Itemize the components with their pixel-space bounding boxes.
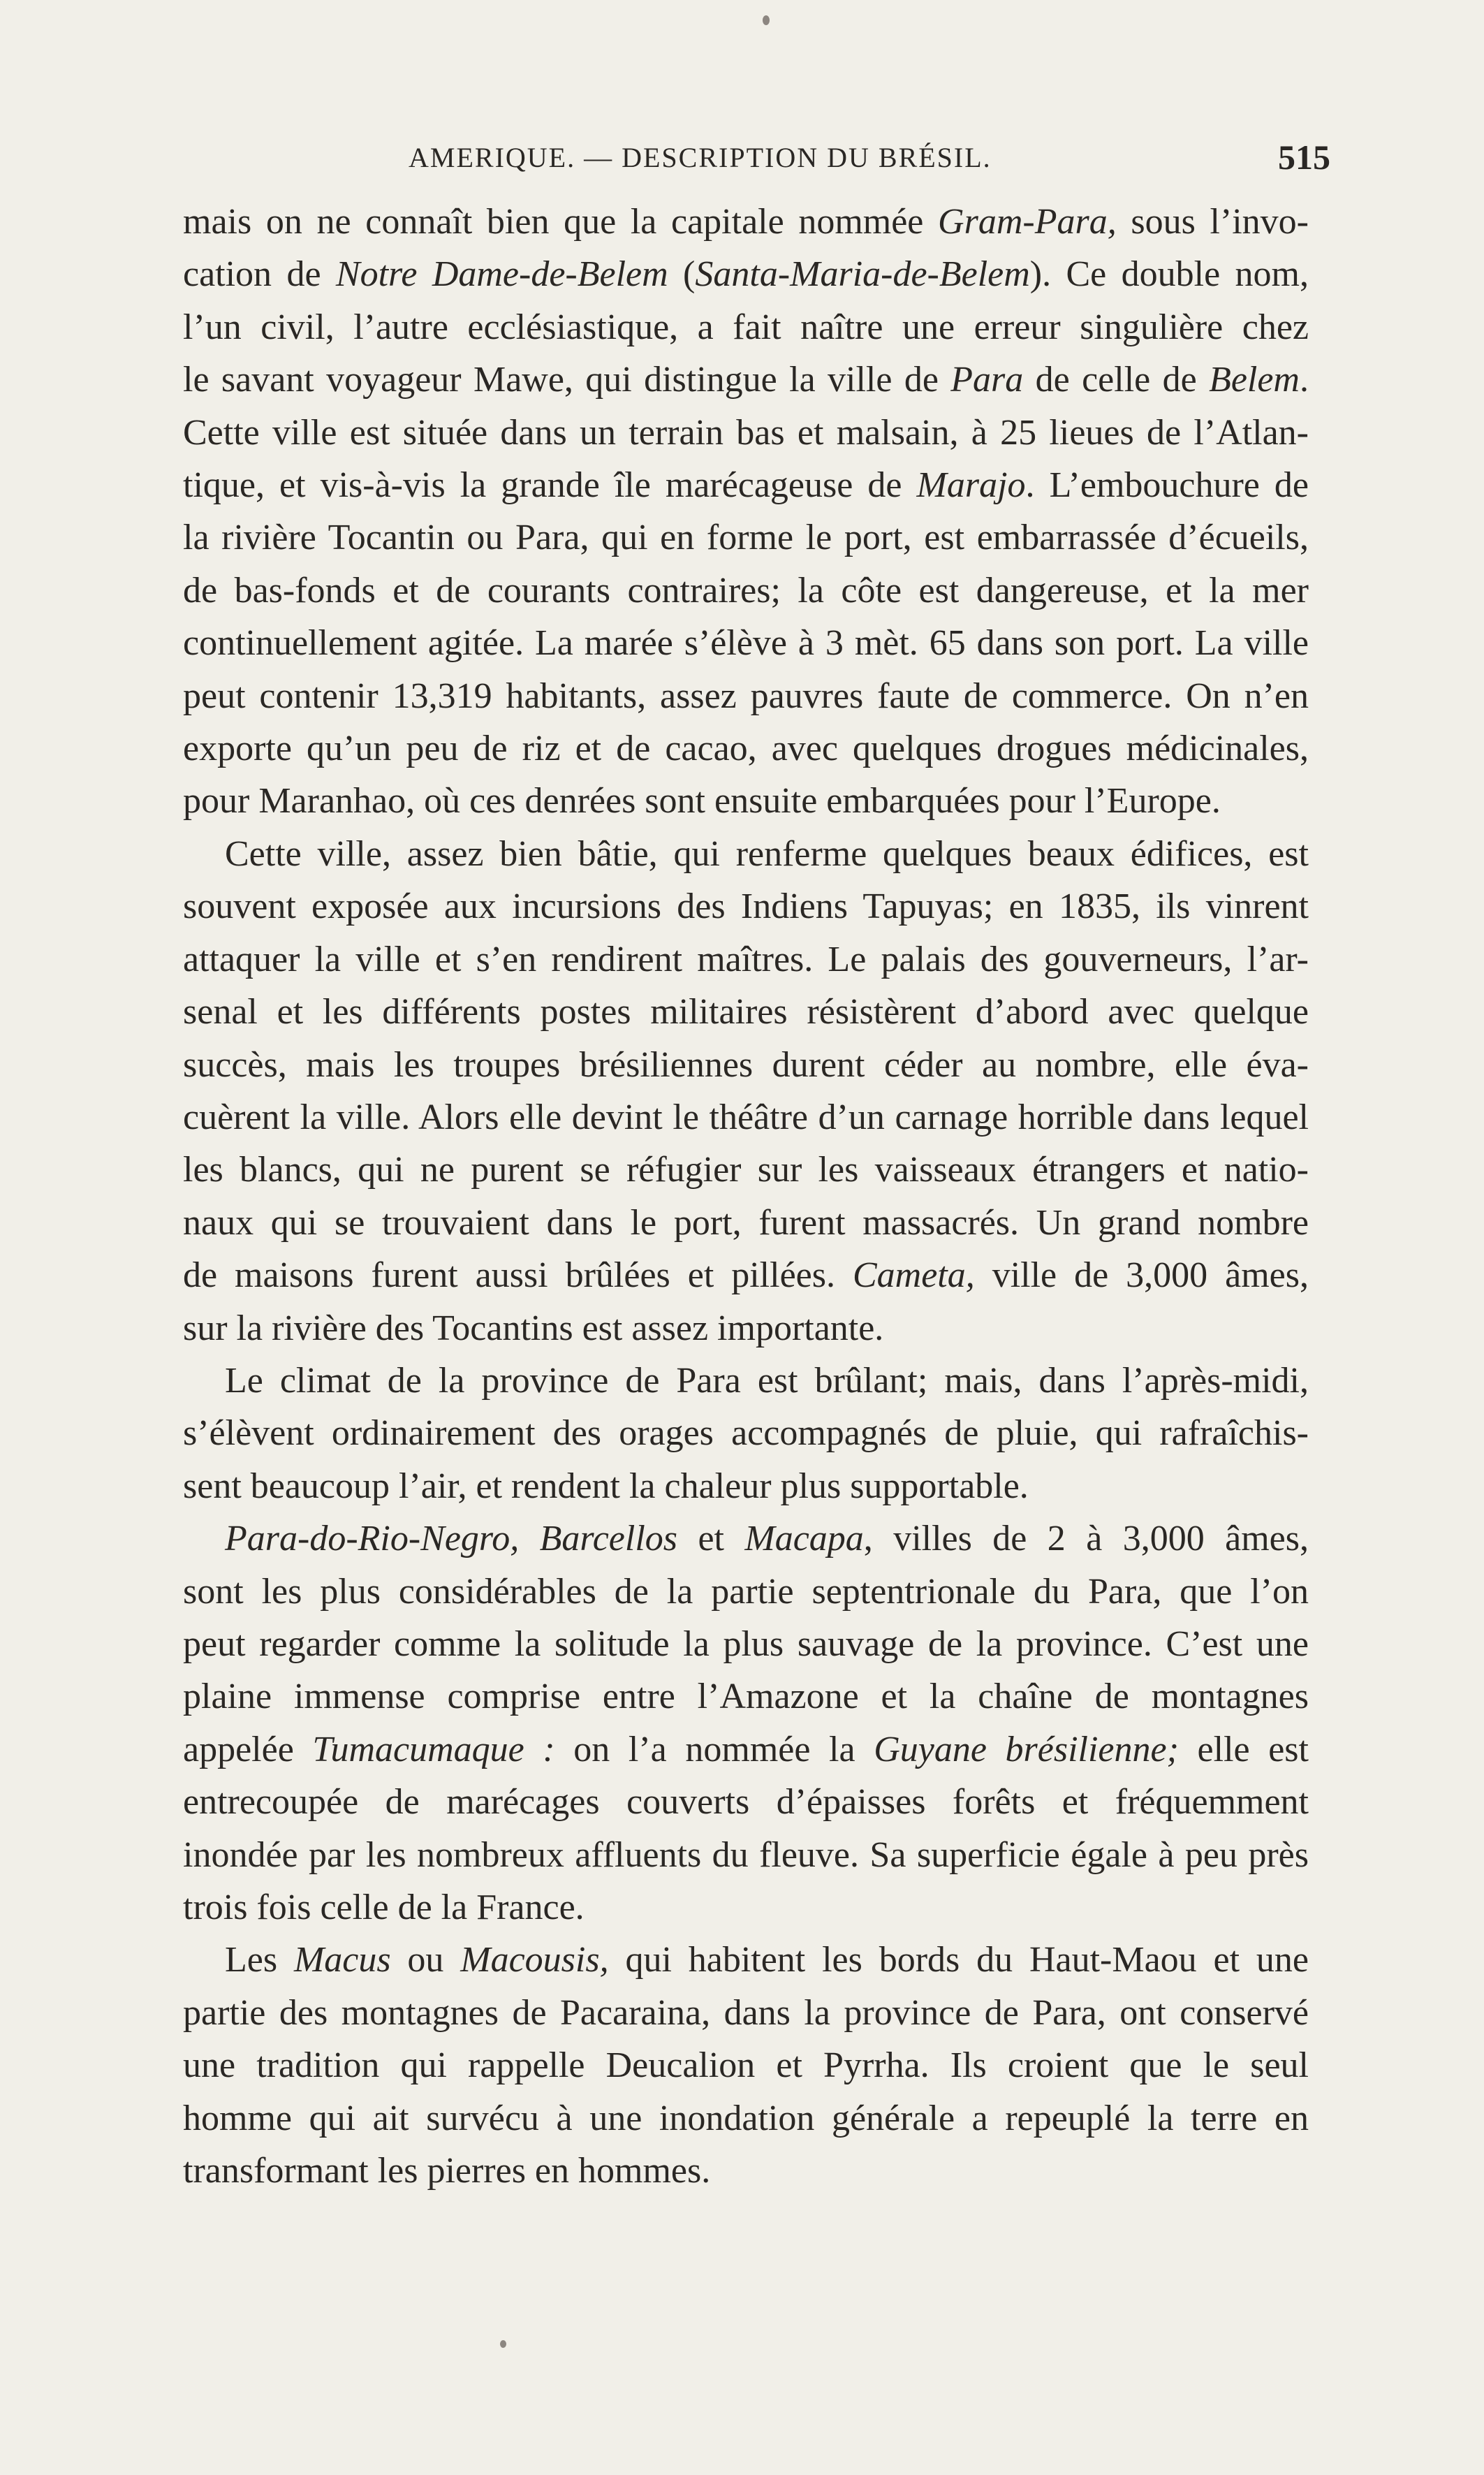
text-line <box>183 1407 1309 1459</box>
text-line <box>183 617 1309 669</box>
paper-speck <box>763 15 770 25</box>
text-run: l’un civil, l’autre ecclésiastique, a fait naître une erreur singulière chez <box>183 307 1309 347</box>
text-run: les blancs, qui ne purent se réfugier sur les vaisseaux étrangers et natio- <box>183 1150 1309 1190</box>
text-run: succès, mais les troupes brésiliennes durent céder au nombre, elle éva- <box>183 1044 1309 1085</box>
text-line <box>183 196 1309 248</box>
text-run: Les <box>225 1940 294 1980</box>
text-run: trois fois celle de la France. <box>183 1888 585 1927</box>
text-line <box>183 459 1309 511</box>
text-line <box>183 828 1309 880</box>
text-line <box>183 1618 1309 1670</box>
text-line <box>183 880 1309 933</box>
italic-term: Notre Dame-de-Belem <box>335 254 668 295</box>
text-line <box>183 248 1309 300</box>
text-line <box>183 1512 1309 1565</box>
text-run: Cette ville est située dans un terrain bas et malsain, à 25 lieues de l’Atlan- <box>183 412 1309 453</box>
text-line <box>183 1144 1309 1196</box>
text-run: inondée par les nombreux affluents du fleuve. Sa superficie égale à peu près <box>183 1834 1309 1875</box>
text-line <box>183 1091 1309 1144</box>
text-run: qui habitent les bords du Haut-Maou et une <box>608 1940 1309 1980</box>
text-run: Le climat de la province de Para est brûlant; mais, dans l’après-midi, <box>225 1360 1309 1401</box>
text-line <box>183 301 1309 353</box>
text-line <box>183 933 1309 986</box>
text-line <box>183 407 1309 459</box>
text-line <box>183 1881 1309 1934</box>
text-line <box>183 1829 1309 1881</box>
text-run: le savant voyageur Mawe, qui distingue la ville de <box>183 360 951 400</box>
paper-speck <box>500 2340 506 2348</box>
text-line <box>183 353 1309 406</box>
italic-term: Para-do-Rio-Negro, Barcellos <box>225 1519 678 1559</box>
text-line <box>183 1987 1309 2039</box>
text-line <box>183 1039 1309 1091</box>
text-line <box>183 511 1309 564</box>
text-run: tique, et vis-à-vis la grande île marécageuse de <box>183 465 917 506</box>
text-run: peut contenir 13,319 habitants, assez pauvres faute de commerce. On n’en <box>183 676 1309 716</box>
italic-term: Gram-Para, <box>938 202 1117 242</box>
text-line <box>183 1934 1309 1986</box>
text-run: cuèrent la ville. Alors elle devint le théâtre d’un carnage horrible dans lequel <box>183 1097 1309 1137</box>
text-line <box>183 775 1309 827</box>
page-number: 515 <box>1278 138 1330 177</box>
text-line <box>183 1302 1309 1355</box>
text-run: elle est <box>1178 1729 1309 1769</box>
text-run: de maisons furent aussi brûlées et pillées. <box>183 1255 853 1296</box>
text-line <box>183 1197 1309 1249</box>
text-run: . L’embouchure de <box>1025 465 1309 506</box>
text-run: appelée <box>183 1729 313 1769</box>
italic-term: Belem <box>1209 360 1300 400</box>
text-line <box>183 986 1309 1038</box>
running-title: AMERIQUE. — DESCRIPTION DU BRÉSIL. <box>409 142 992 173</box>
text-line <box>183 670 1309 722</box>
text-run: partie des montagnes de Pacaraina, dans la province de Para, ont conservé <box>183 1992 1309 2033</box>
text-run: transformant les pierres en hommes. <box>183 2151 711 2191</box>
text-line <box>183 2039 1309 2091</box>
text-run: on l’a nommée la <box>554 1729 874 1769</box>
italic-term: Guyane brésilienne; <box>874 1729 1179 1769</box>
italic-term: Tumacumaque : <box>312 1729 555 1769</box>
text-run: plaine immense comprise entre l’Amazone et la chaîne de montagnes <box>183 1677 1309 1717</box>
text-run: continuellement agitée. La marée s’élève à 3 mèt. 65 dans son port. La ville <box>183 623 1309 664</box>
text-run: . <box>1300 360 1309 400</box>
text-line <box>183 1355 1309 1407</box>
text-line <box>183 1723 1309 1776</box>
text-line <box>183 1249 1309 1301</box>
text-line <box>183 2092 1309 2145</box>
text-run: sont les plus considérables de la partie septentrionale du Para, que l’on <box>183 1571 1309 1612</box>
text-run: entrecoupée de marécages couverts d’épaisses forêts et fréquemment <box>183 1782 1309 1823</box>
page-header <box>210 137 1330 179</box>
text-run: et <box>677 1519 745 1559</box>
text-run: senal et les différents postes militaires résistèrent d’abord avec quelque <box>183 992 1309 1032</box>
text-run: sent beaucoup l’air, et rendent la chaleur plus supportable. <box>183 1466 1029 1506</box>
text-run: ville de 3,000 âmes, <box>974 1255 1309 1296</box>
text-run: s’élèvent ordinairement des orages accompagnés de pluie, qui rafraîchis- <box>183 1413 1309 1454</box>
text-line <box>183 1460 1309 1512</box>
text-run: cation de <box>183 254 336 295</box>
text-run: , villes de 2 à 3,000 âmes, <box>863 1519 1309 1559</box>
text-run: souvent exposée aux incursions des Indiens Tapuyas; en 1835, ils vinrent <box>183 886 1309 927</box>
text-run: sous l’invo- <box>1116 202 1309 242</box>
text-run: de celle de <box>1023 360 1210 400</box>
italic-term: Cameta, <box>852 1255 975 1296</box>
text-line <box>183 1565 1309 1618</box>
text-run: ( <box>668 254 696 295</box>
text-run: ). Ce double nom, <box>1029 254 1309 295</box>
italic-term: Santa-Maria-de-Belem <box>695 254 1030 295</box>
text-run: peut regarder comme la solitude la plus sauvage de la province. C’est une <box>183 1623 1309 1664</box>
text-line <box>183 1776 1309 1828</box>
italic-term: Marajo <box>916 465 1026 506</box>
italic-term: Macousis, <box>460 1940 609 1980</box>
text-run: homme qui ait survécu à une inondation générale a repeuplé la terre en <box>183 2098 1309 2138</box>
text-run: exporte qu’un peu de riz et de cacao, avec quelques drogues médicinales, <box>183 729 1309 769</box>
text-run: la rivière Tocantin ou Para, qui en forme le port, est embarrassée d’écueils, <box>183 518 1309 558</box>
text-run: pour Maranhao, où ces denrées sont ensuite embarquées pour l’Europe. <box>183 781 1221 822</box>
italic-term: Macus <box>293 1940 391 1980</box>
text-run: ou <box>390 1940 461 1980</box>
text-line <box>183 564 1309 617</box>
text-line <box>183 2145 1309 2197</box>
text-run: naux qui se trouvaient dans le port, furent massacrés. Un grand nombre <box>183 1202 1309 1243</box>
text-run: sur la rivière des Tocantins est assez importante. <box>183 1308 884 1348</box>
text-run: mais on ne connaît bien que la capitale nommée <box>183 202 939 242</box>
italic-term: Macapa <box>744 1519 864 1559</box>
italic-term: Para <box>950 360 1024 400</box>
text-run: une tradition qui rappelle Deucalion et Pyrrha. Ils croient que le seul <box>183 2045 1309 2086</box>
text-run: de bas-fonds et de courants contraires; la côte est dangereuse, et la mer <box>183 570 1309 611</box>
text-line <box>183 722 1309 775</box>
text-line <box>183 1670 1309 1723</box>
body-text <box>183 196 1309 2197</box>
text-run: attaquer la ville et s’en rendirent maîtres. Le palais des gouverneurs, l’ar- <box>183 939 1309 979</box>
text-run: Cette ville, assez bien bâtie, qui renferme quelques beaux édifices, est <box>225 833 1309 874</box>
